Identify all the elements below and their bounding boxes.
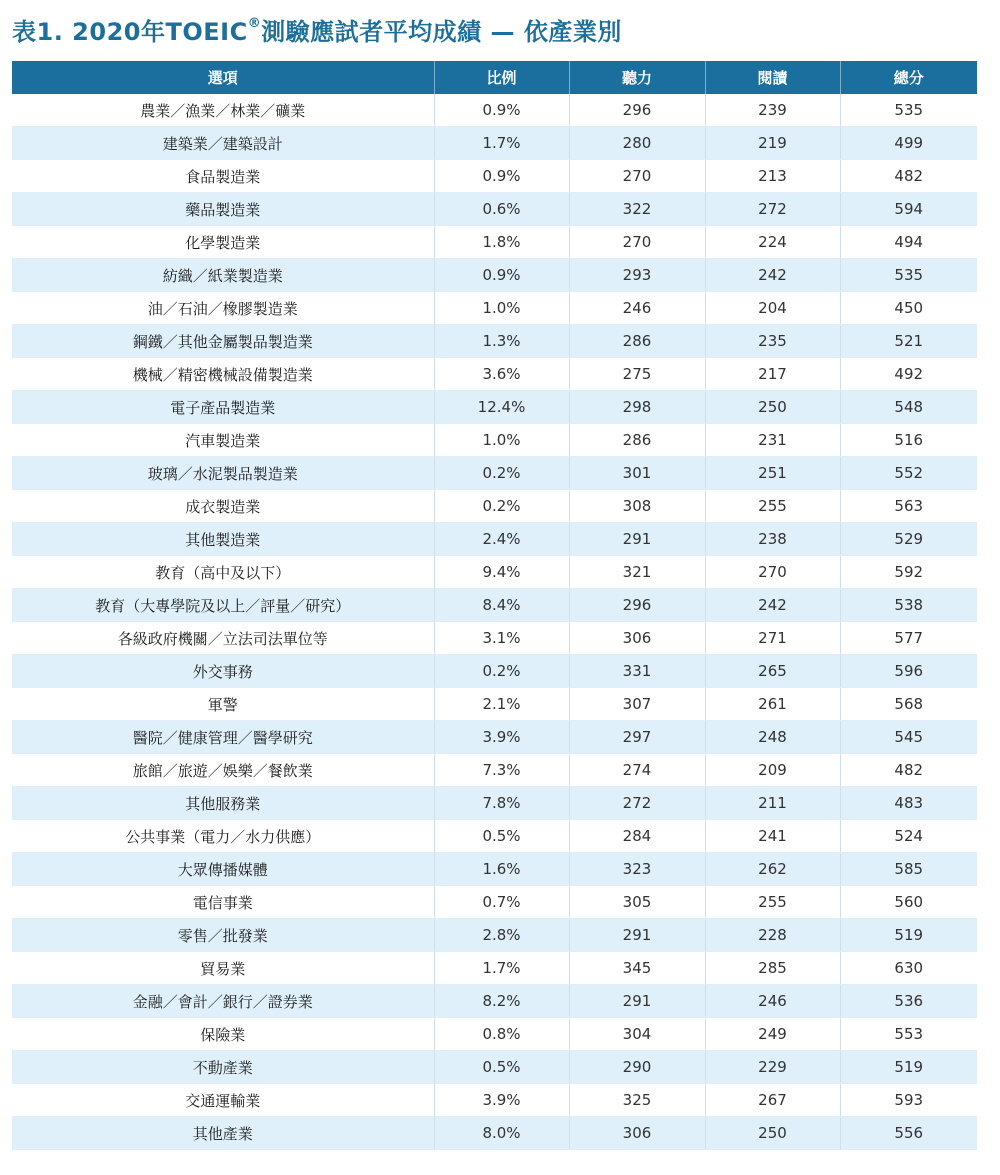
cell-total: 536 bbox=[840, 985, 977, 1018]
cell-ratio: 2.1% bbox=[434, 688, 569, 721]
cell-reading: 255 bbox=[705, 490, 840, 523]
cell-ratio: 0.9% bbox=[434, 259, 569, 292]
table-row bbox=[12, 523, 977, 556]
cell-ratio: 8.4% bbox=[434, 589, 569, 622]
cell-reading: 242 bbox=[705, 589, 840, 622]
cell-reading: 213 bbox=[705, 160, 840, 193]
cell-listening: 307 bbox=[569, 688, 705, 721]
cell-reading: 261 bbox=[705, 688, 840, 721]
cell-listening: 306 bbox=[569, 1117, 705, 1150]
header-option: 選項 bbox=[12, 61, 434, 94]
cell-ratio: 0.5% bbox=[434, 820, 569, 853]
cell-total: 577 bbox=[840, 622, 977, 655]
cell-reading: 224 bbox=[705, 226, 840, 259]
cell-option: 紡織／紙業製造業 bbox=[12, 259, 434, 292]
table-row bbox=[12, 655, 977, 688]
cell-ratio: 3.1% bbox=[434, 622, 569, 655]
table-header-row bbox=[12, 61, 977, 94]
title-prefix: 表1. 2020年TOEIC bbox=[12, 18, 248, 46]
header-reading: 閱讀 bbox=[705, 61, 840, 94]
table-row bbox=[12, 160, 977, 193]
cell-reading: 251 bbox=[705, 457, 840, 490]
cell-reading: 285 bbox=[705, 952, 840, 985]
cell-reading: 270 bbox=[705, 556, 840, 589]
cell-option: 電子產品製造業 bbox=[12, 391, 434, 424]
cell-total: 596 bbox=[840, 655, 977, 688]
cell-reading: 248 bbox=[705, 721, 840, 754]
cell-listening: 290 bbox=[569, 1051, 705, 1084]
table-row bbox=[12, 490, 977, 523]
cell-option: 教育（高中及以下） bbox=[12, 556, 434, 589]
cell-listening: 331 bbox=[569, 655, 705, 688]
cell-reading: 204 bbox=[705, 292, 840, 325]
cell-listening: 286 bbox=[569, 424, 705, 457]
cell-total: 630 bbox=[840, 952, 977, 985]
cell-total: 524 bbox=[840, 820, 977, 853]
cell-reading: 219 bbox=[705, 127, 840, 160]
cell-ratio: 2.4% bbox=[434, 523, 569, 556]
cell-total: 563 bbox=[840, 490, 977, 523]
cell-total: 521 bbox=[840, 325, 977, 358]
header-listening: 聽力 bbox=[569, 61, 705, 94]
cell-option: 電信事業 bbox=[12, 886, 434, 919]
cell-listening: 298 bbox=[569, 391, 705, 424]
cell-total: 568 bbox=[840, 688, 977, 721]
cell-total: 585 bbox=[840, 853, 977, 886]
table-row bbox=[12, 853, 977, 886]
cell-listening: 246 bbox=[569, 292, 705, 325]
cell-ratio: 8.2% bbox=[434, 985, 569, 1018]
cell-reading: 241 bbox=[705, 820, 840, 853]
cell-reading: 271 bbox=[705, 622, 840, 655]
cell-ratio: 1.7% bbox=[434, 952, 569, 985]
header-total: 總分 bbox=[840, 61, 977, 94]
cell-ratio: 12.4% bbox=[434, 391, 569, 424]
header-ratio: 比例 bbox=[434, 61, 569, 94]
cell-total: 482 bbox=[840, 754, 977, 787]
cell-total: 594 bbox=[840, 193, 977, 226]
table-row bbox=[12, 721, 977, 754]
table-row bbox=[12, 622, 977, 655]
cell-listening: 345 bbox=[569, 952, 705, 985]
table-row bbox=[12, 391, 977, 424]
table-row bbox=[12, 820, 977, 853]
cell-total: 535 bbox=[840, 94, 977, 127]
cell-listening: 296 bbox=[569, 589, 705, 622]
cell-total: 560 bbox=[840, 886, 977, 919]
cell-ratio: 0.2% bbox=[434, 457, 569, 490]
cell-listening: 286 bbox=[569, 325, 705, 358]
cell-total: 592 bbox=[840, 556, 977, 589]
cell-ratio: 0.2% bbox=[434, 655, 569, 688]
cell-option: 其他產業 bbox=[12, 1117, 434, 1150]
cell-ratio: 1.0% bbox=[434, 292, 569, 325]
table-row bbox=[12, 1117, 977, 1150]
cell-listening: 306 bbox=[569, 622, 705, 655]
cell-option: 旅館／旅遊／娛樂／餐飲業 bbox=[12, 754, 434, 787]
cell-option: 保險業 bbox=[12, 1018, 434, 1051]
cell-option: 教育（大專學院及以上／評量／研究） bbox=[12, 589, 434, 622]
cell-total: 548 bbox=[840, 391, 977, 424]
table-row bbox=[12, 127, 977, 160]
page-title bbox=[12, 14, 622, 50]
cell-reading: 242 bbox=[705, 259, 840, 292]
cell-ratio: 0.8% bbox=[434, 1018, 569, 1051]
table-row bbox=[12, 886, 977, 919]
cell-option: 金融／會計／銀行／證券業 bbox=[12, 985, 434, 1018]
cell-listening: 301 bbox=[569, 457, 705, 490]
cell-total: 483 bbox=[840, 787, 977, 820]
cell-listening: 321 bbox=[569, 556, 705, 589]
table-row bbox=[12, 193, 977, 226]
cell-total: 553 bbox=[840, 1018, 977, 1051]
cell-total: 519 bbox=[840, 1051, 977, 1084]
cell-listening: 272 bbox=[569, 787, 705, 820]
cell-total: 516 bbox=[840, 424, 977, 457]
cell-listening: 270 bbox=[569, 160, 705, 193]
cell-reading: 228 bbox=[705, 919, 840, 952]
cell-ratio: 3.9% bbox=[434, 721, 569, 754]
cell-reading: 217 bbox=[705, 358, 840, 391]
cell-listening: 275 bbox=[569, 358, 705, 391]
cell-total: 482 bbox=[840, 160, 977, 193]
cell-option: 農業／漁業／林業／礦業 bbox=[12, 94, 434, 127]
cell-listening: 323 bbox=[569, 853, 705, 886]
table-row bbox=[12, 589, 977, 622]
cell-option: 鋼鐵／其他金屬製品製造業 bbox=[12, 325, 434, 358]
cell-option: 其他服務業 bbox=[12, 787, 434, 820]
cell-ratio: 1.7% bbox=[434, 127, 569, 160]
table-row bbox=[12, 1018, 977, 1051]
cell-option: 汽車製造業 bbox=[12, 424, 434, 457]
cell-option: 公共事業（電力／水力供應） bbox=[12, 820, 434, 853]
table-row bbox=[12, 424, 977, 457]
cell-option: 機械／精密機械設備製造業 bbox=[12, 358, 434, 391]
table-row bbox=[12, 259, 977, 292]
cell-option: 化學製造業 bbox=[12, 226, 434, 259]
cell-total: 535 bbox=[840, 259, 977, 292]
cell-ratio: 0.2% bbox=[434, 490, 569, 523]
table-row bbox=[12, 754, 977, 787]
cell-reading: 209 bbox=[705, 754, 840, 787]
cell-ratio: 7.3% bbox=[434, 754, 569, 787]
cell-reading: 272 bbox=[705, 193, 840, 226]
cell-option: 藥品製造業 bbox=[12, 193, 434, 226]
cell-reading: 211 bbox=[705, 787, 840, 820]
cell-total: 593 bbox=[840, 1084, 977, 1117]
table-row bbox=[12, 688, 977, 721]
cell-ratio: 3.9% bbox=[434, 1084, 569, 1117]
cell-total: 450 bbox=[840, 292, 977, 325]
cell-total: 499 bbox=[840, 127, 977, 160]
cell-reading: 238 bbox=[705, 523, 840, 556]
cell-option: 玻璃／水泥製品製造業 bbox=[12, 457, 434, 490]
cell-reading: 231 bbox=[705, 424, 840, 457]
table-row bbox=[12, 226, 977, 259]
cell-reading: 262 bbox=[705, 853, 840, 886]
cell-reading: 239 bbox=[705, 94, 840, 127]
table-row bbox=[12, 985, 977, 1018]
cell-total: 529 bbox=[840, 523, 977, 556]
cell-total: 556 bbox=[840, 1117, 977, 1150]
table-row bbox=[12, 94, 977, 127]
cell-ratio: 2.8% bbox=[434, 919, 569, 952]
cell-total: 538 bbox=[840, 589, 977, 622]
score-table bbox=[12, 61, 977, 1150]
cell-option: 油／石油／橡膠製造業 bbox=[12, 292, 434, 325]
cell-total: 545 bbox=[840, 721, 977, 754]
cell-total: 519 bbox=[840, 919, 977, 952]
table-row bbox=[12, 952, 977, 985]
cell-reading: 250 bbox=[705, 1117, 840, 1150]
cell-total: 552 bbox=[840, 457, 977, 490]
cell-listening: 280 bbox=[569, 127, 705, 160]
cell-listening: 325 bbox=[569, 1084, 705, 1117]
title-suffix: 測驗應試者平均成績 — 依產業別 bbox=[261, 18, 622, 46]
cell-option: 不動產業 bbox=[12, 1051, 434, 1084]
cell-option: 成衣製造業 bbox=[12, 490, 434, 523]
cell-listening: 291 bbox=[569, 523, 705, 556]
cell-option: 外交事務 bbox=[12, 655, 434, 688]
cell-listening: 291 bbox=[569, 985, 705, 1018]
cell-total: 494 bbox=[840, 226, 977, 259]
cell-listening: 296 bbox=[569, 94, 705, 127]
cell-ratio: 9.4% bbox=[434, 556, 569, 589]
cell-listening: 304 bbox=[569, 1018, 705, 1051]
table-row bbox=[12, 787, 977, 820]
cell-listening: 297 bbox=[569, 721, 705, 754]
table-body bbox=[12, 94, 977, 1150]
registered-mark: ® bbox=[247, 16, 262, 31]
cell-option: 建築業／建築設計 bbox=[12, 127, 434, 160]
cell-option: 各級政府機關／立法司法單位等 bbox=[12, 622, 434, 655]
cell-ratio: 1.8% bbox=[434, 226, 569, 259]
table-row bbox=[12, 1051, 977, 1084]
table-row bbox=[12, 919, 977, 952]
table-row bbox=[12, 457, 977, 490]
cell-reading: 267 bbox=[705, 1084, 840, 1117]
cell-ratio: 1.3% bbox=[434, 325, 569, 358]
cell-option: 交通運輸業 bbox=[12, 1084, 434, 1117]
table-row bbox=[12, 1084, 977, 1117]
cell-listening: 322 bbox=[569, 193, 705, 226]
cell-ratio: 3.6% bbox=[434, 358, 569, 391]
cell-option: 貿易業 bbox=[12, 952, 434, 985]
cell-reading: 250 bbox=[705, 391, 840, 424]
cell-total: 492 bbox=[840, 358, 977, 391]
cell-listening: 308 bbox=[569, 490, 705, 523]
cell-ratio: 7.8% bbox=[434, 787, 569, 820]
cell-option: 軍警 bbox=[12, 688, 434, 721]
table-row bbox=[12, 325, 977, 358]
cell-option: 食品製造業 bbox=[12, 160, 434, 193]
cell-option: 醫院／健康管理／醫學研究 bbox=[12, 721, 434, 754]
cell-option: 其他製造業 bbox=[12, 523, 434, 556]
cell-reading: 249 bbox=[705, 1018, 840, 1051]
table-row bbox=[12, 358, 977, 391]
cell-ratio: 1.0% bbox=[434, 424, 569, 457]
cell-ratio: 0.6% bbox=[434, 193, 569, 226]
cell-option: 零售／批發業 bbox=[12, 919, 434, 952]
cell-listening: 274 bbox=[569, 754, 705, 787]
cell-reading: 235 bbox=[705, 325, 840, 358]
cell-ratio: 0.9% bbox=[434, 94, 569, 127]
cell-reading: 255 bbox=[705, 886, 840, 919]
cell-listening: 293 bbox=[569, 259, 705, 292]
table-row bbox=[12, 556, 977, 589]
cell-listening: 305 bbox=[569, 886, 705, 919]
cell-ratio: 0.5% bbox=[434, 1051, 569, 1084]
cell-ratio: 1.6% bbox=[434, 853, 569, 886]
cell-listening: 284 bbox=[569, 820, 705, 853]
cell-reading: 229 bbox=[705, 1051, 840, 1084]
cell-reading: 246 bbox=[705, 985, 840, 1018]
cell-ratio: 0.9% bbox=[434, 160, 569, 193]
cell-ratio: 0.7% bbox=[434, 886, 569, 919]
cell-ratio: 8.0% bbox=[434, 1117, 569, 1150]
cell-option: 大眾傳播媒體 bbox=[12, 853, 434, 886]
cell-listening: 291 bbox=[569, 919, 705, 952]
cell-listening: 270 bbox=[569, 226, 705, 259]
table-row bbox=[12, 292, 977, 325]
cell-reading: 265 bbox=[705, 655, 840, 688]
